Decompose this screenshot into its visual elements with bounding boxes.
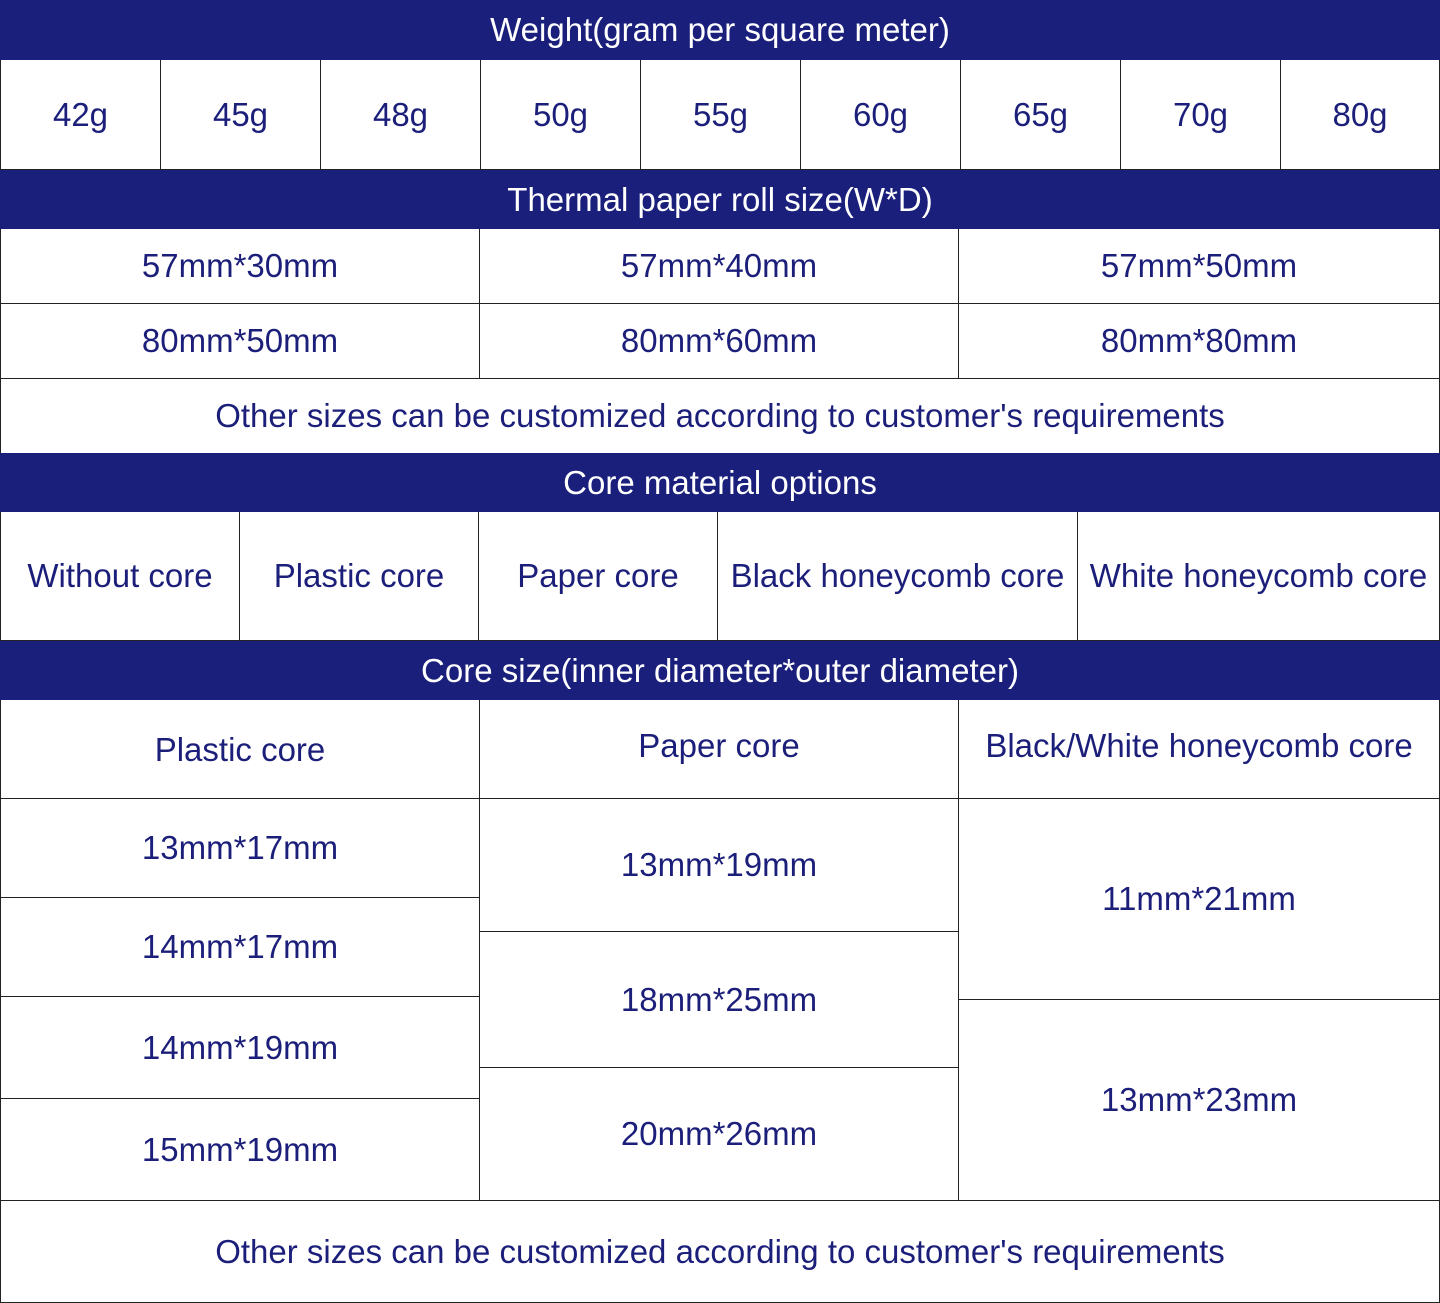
roll-size-header: Thermal paper roll size(W*D): [0, 170, 1440, 229]
core-material-header: Core material options: [0, 453, 1440, 512]
core-size-column-label: Paper core: [480, 700, 959, 799]
core-material-option: White honeycomb core: [1078, 512, 1440, 641]
roll-size-cell: 57mm*40mm: [480, 229, 959, 304]
roll-size-note: Other sizes can be customized according to customer's requirements: [0, 379, 1440, 453]
core-material-option: Without core: [0, 512, 240, 641]
weight-header: Weight(gram per square meter): [0, 0, 1440, 60]
paper-core-size: 20mm*26mm: [480, 1068, 959, 1201]
honeycomb-core-size: 13mm*23mm: [959, 1000, 1440, 1201]
weight-cell: 50g: [481, 60, 641, 170]
plastic-core-size: 13mm*17mm: [0, 799, 480, 898]
honeycomb-core-size: 11mm*21mm: [959, 799, 1440, 1000]
plastic-core-size: 14mm*17mm: [0, 898, 480, 997]
core-material-option: Paper core: [479, 512, 718, 641]
weight-cell: 48g: [321, 60, 481, 170]
roll-size-cell: 80mm*60mm: [480, 304, 959, 379]
plastic-core-size: 14mm*19mm: [0, 997, 480, 1099]
roll-size-cell: 57mm*50mm: [959, 229, 1440, 304]
weight-cell: 80g: [1281, 60, 1440, 170]
core-size-note: Other sizes can be customized according to customer's requirements: [0, 1201, 1440, 1303]
weight-cell: 55g: [641, 60, 801, 170]
weight-cell: 60g: [801, 60, 961, 170]
roll-size-cell: 80mm*50mm: [0, 304, 480, 379]
weight-cell: 45g: [161, 60, 321, 170]
weight-cell: 42g: [0, 60, 161, 170]
paper-core-size: 18mm*25mm: [480, 932, 959, 1068]
weight-cell: 65g: [961, 60, 1121, 170]
core-material-option: Plastic core: [240, 512, 479, 641]
core-size-column-label: Black/White honeycomb core: [959, 700, 1440, 799]
roll-size-cell: 80mm*80mm: [959, 304, 1440, 379]
paper-core-size: 13mm*19mm: [480, 799, 959, 932]
roll-size-cell: 57mm*30mm: [0, 229, 480, 304]
plastic-core-size: 15mm*19mm: [0, 1099, 480, 1201]
core-size-column-label: Plastic core: [0, 700, 480, 799]
weight-cell: 70g: [1121, 60, 1281, 170]
core-material-option: Black honeycomb core: [718, 512, 1078, 641]
core-size-header: Core size(inner diameter*outer diameter): [0, 641, 1440, 700]
